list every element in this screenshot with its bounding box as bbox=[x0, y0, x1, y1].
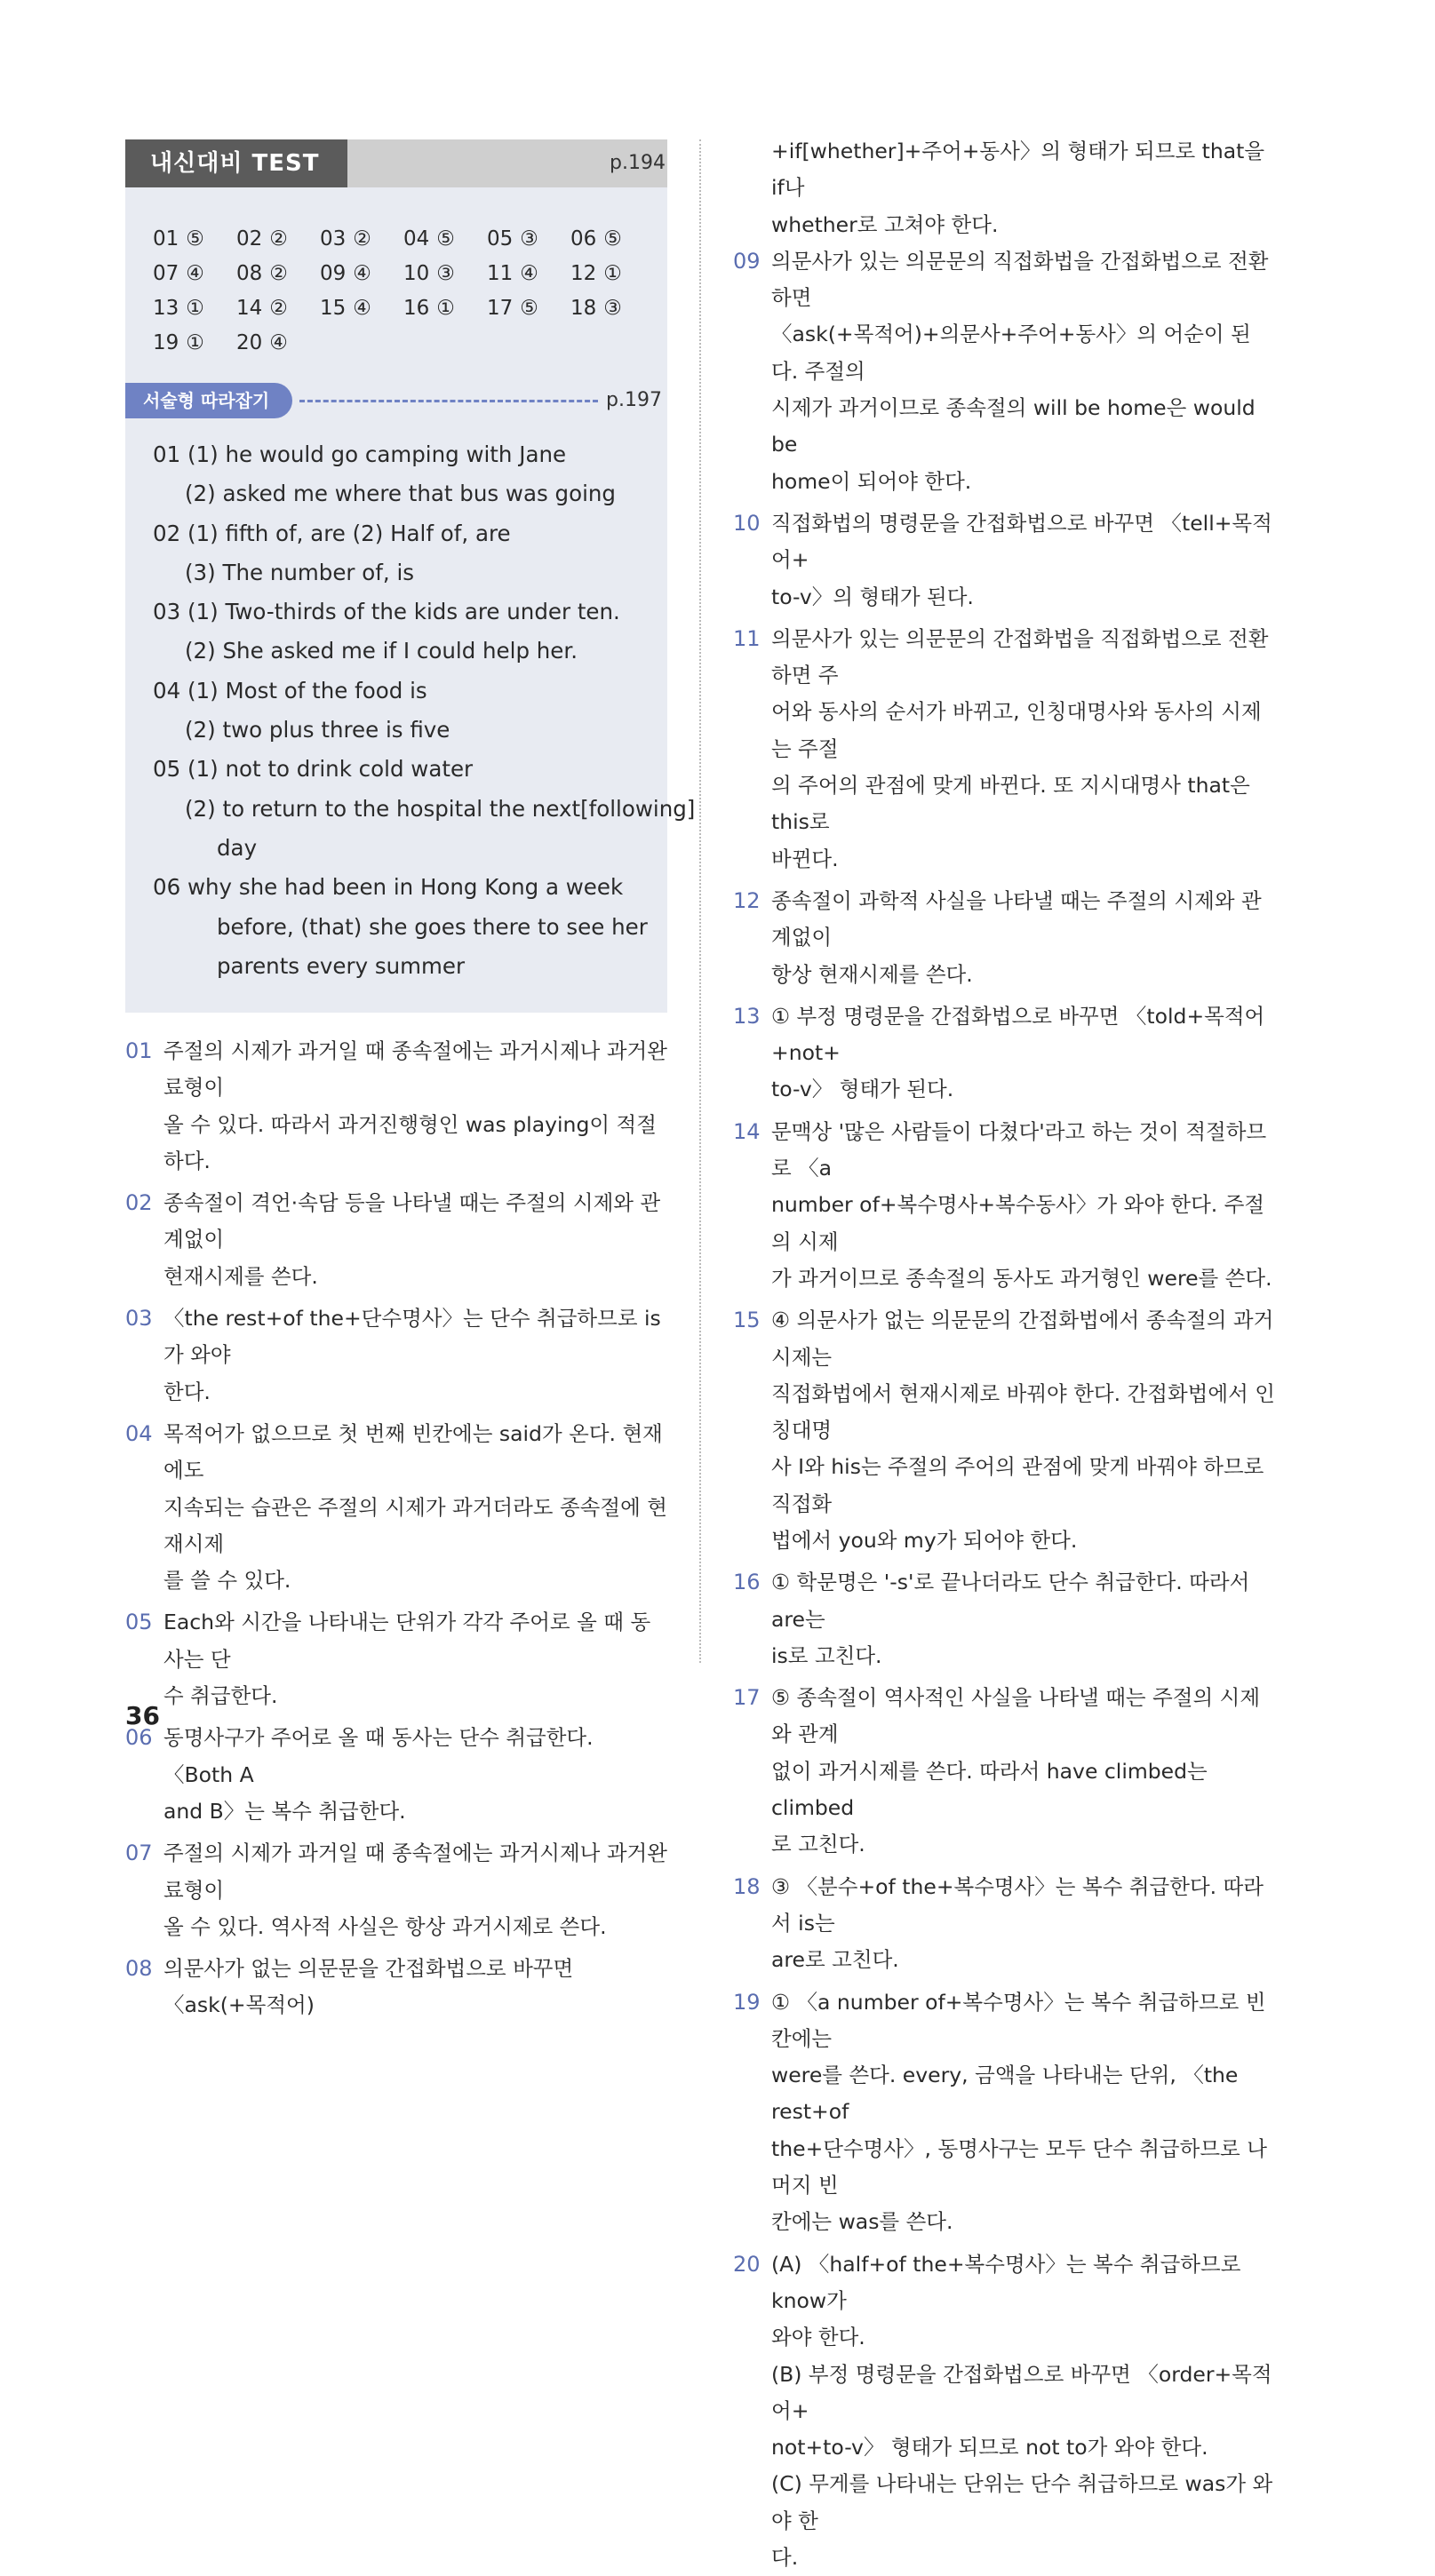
text-line: 〈the rest+of the+단수명사〉는 단수 취급하므로 is가 와야 bbox=[163, 1306, 661, 1368]
explanation-item bbox=[733, 1680, 1275, 1863]
answer-item bbox=[570, 226, 654, 253]
text-line: 주절의 시제가 과거일 때 종속절에는 과거시제나 과거완료형이 bbox=[163, 1038, 667, 1101]
answer-grid bbox=[153, 226, 650, 357]
answer-number: 05 bbox=[487, 227, 514, 250]
explanation-number: 20 bbox=[733, 2251, 761, 2277]
answer-number: 18 bbox=[570, 297, 597, 320]
explanation-item bbox=[125, 1300, 667, 1411]
text-line: ③ 〈분수+of the+복수명사〉는 복수 취급한다. 따라서 is는 bbox=[771, 1873, 1264, 1936]
text-line: 〈ask(+목적어)+의문사+주어+동사〉의 어순이 된다. 주절의 bbox=[771, 322, 1251, 384]
answer-choice: ④ bbox=[186, 262, 204, 285]
text-line: 현재시제를 쓴다. bbox=[163, 1263, 318, 1289]
explanation-number: 16 bbox=[733, 1570, 761, 1595]
answer-number: 02 bbox=[236, 227, 263, 250]
explanation-number: 15 bbox=[733, 1308, 761, 1333]
essay-text: day bbox=[217, 834, 258, 861]
panel-title: 내신대비 TEST bbox=[125, 139, 347, 187]
text-line: to-v〉의 형태가 된다. bbox=[771, 584, 974, 609]
answer-number: 04 bbox=[403, 227, 430, 250]
explanation-number: 12 bbox=[733, 887, 761, 913]
answer-choice: ③ bbox=[436, 262, 455, 285]
essay-line bbox=[153, 672, 650, 711]
answer-choice: ② bbox=[269, 262, 288, 285]
essay-line bbox=[153, 868, 650, 907]
text-line: ④ 의문사가 없는 의문문의 간접화법에서 종속절의 과거시제는 bbox=[771, 1308, 1274, 1370]
text-line: (C) 무게를 나타내는 단위는 단수 취급하므로 was가 와야 한 bbox=[771, 2471, 1273, 2533]
text-line: 동명사구가 주어로 올 때 동사는 단수 취급한다. 〈Both A bbox=[163, 1725, 594, 1787]
text-line: 문맥상 '많은 사람들이 다쳤다'라고 하는 것이 적절하므로 〈a bbox=[771, 1118, 1267, 1181]
answer-item bbox=[487, 260, 570, 288]
answer-item bbox=[403, 295, 487, 322]
text-line: (B) 부정 명령문을 간접화법으로 바꾸면 〈order+목적어+ bbox=[771, 2361, 1272, 2423]
answer-number: 14 bbox=[236, 297, 263, 320]
text-line: were를 쓴다. every, 금액을 나타내는 단위, 〈the rest+of bbox=[771, 2063, 1239, 2125]
text-line: 가 과거이므로 종속절의 동사도 과거형인 were를 쓴다. bbox=[771, 1265, 1272, 1291]
text-line: the+단수명사〉, 동명사구는 모두 단수 취급하므로 나머지 빈 bbox=[771, 2135, 1267, 2198]
essay-text: before, (that) she goes there to see her bbox=[217, 913, 648, 940]
answer-choice: ① bbox=[436, 297, 455, 320]
text-line: (A) 〈half+of the+복수명사〉는 복수 취급하므로 know가 bbox=[771, 2251, 1241, 2313]
answer-item bbox=[236, 295, 320, 322]
explanation-item bbox=[125, 1720, 667, 1830]
essay-line bbox=[153, 592, 650, 632]
explanation-continuation bbox=[733, 133, 1275, 243]
text-line: 주절의 시제가 과거일 때 종속절에는 과거시제나 과거완료형이 bbox=[163, 1841, 667, 1903]
explanation-number: 19 bbox=[733, 1989, 761, 2015]
answer-number: 17 bbox=[487, 297, 514, 320]
explanation-number: 14 bbox=[733, 1118, 761, 1144]
text-line: 칸에는 was를 쓴다. bbox=[771, 2209, 953, 2235]
explanation-number: 18 bbox=[733, 1873, 761, 1899]
explanation-number: 02 bbox=[125, 1190, 153, 1216]
text-line: 의문사가 있는 의문문의 간접화법을 직접화법으로 전환하면 주 bbox=[771, 625, 1269, 688]
panel-page-ref: p.194 bbox=[610, 152, 666, 174]
essay-line bbox=[153, 514, 650, 553]
explanations-left bbox=[125, 1033, 667, 2024]
answer-item bbox=[236, 260, 320, 288]
answer-number: 09 bbox=[320, 262, 347, 285]
answer-number: 19 bbox=[153, 331, 179, 354]
answer-choice: ④ bbox=[353, 297, 371, 320]
explanation-number: 09 bbox=[733, 248, 761, 274]
explanation-number: 11 bbox=[733, 625, 761, 651]
text-line: 없이 과거시제를 쓴다. 따라서 have climbed는 climbed bbox=[771, 1758, 1208, 1821]
explanations-right bbox=[733, 133, 1275, 2576]
text-line: 직접화법의 명령문을 간접화법으로 바꾸면 〈tell+목적어+ bbox=[771, 510, 1272, 573]
text-line: home이 되어야 한다. bbox=[771, 468, 972, 494]
text-line: 어와 동사의 순서가 바뀌고, 인칭대명사와 동사의 시제는 주절 bbox=[771, 699, 1262, 761]
text-line: ① 부정 명령문을 간접화법으로 바꾸면 〈told+목적어+not+ bbox=[771, 1003, 1265, 1066]
essay-text: 04 (1) Most of the food is bbox=[153, 677, 427, 704]
answer-number: 20 bbox=[236, 331, 263, 354]
answer-item bbox=[403, 260, 487, 288]
text-line: number of+복수명사+복수동사〉가 와야 한다. 주절의 시제 bbox=[771, 1192, 1265, 1254]
answer-choice: ④ bbox=[353, 262, 371, 285]
essay-text: (3) The number of, is bbox=[185, 559, 415, 585]
answer-choice: ② bbox=[353, 227, 371, 250]
text-line: 지속되는 습관은 주절의 시제가 과거더라도 종속절에 현재시제 bbox=[163, 1494, 667, 1556]
answer-number: 11 bbox=[487, 262, 514, 285]
answer-number: 10 bbox=[403, 262, 430, 285]
answer-number: 07 bbox=[153, 262, 179, 285]
column-divider bbox=[699, 139, 701, 1663]
answer-choice: ④ bbox=[520, 262, 538, 285]
answer-item bbox=[487, 226, 570, 253]
explanation-number: 13 bbox=[733, 1003, 761, 1029]
answer-number: 16 bbox=[403, 297, 430, 320]
answer-choice: ⑤ bbox=[603, 227, 622, 250]
text-line: 로 고친다. bbox=[771, 1832, 865, 1857]
answer-choice: ⑤ bbox=[436, 227, 455, 250]
page-number: 36 bbox=[125, 1701, 160, 1730]
essay-text: 02 (1) fifth of, are (2) Half of, are bbox=[153, 520, 511, 546]
explanation-number: 17 bbox=[733, 1685, 761, 1711]
answer-item bbox=[487, 295, 570, 322]
text-line: ⑤ 종속절이 역사적인 사실을 나타낼 때는 주절의 시제와 관계 bbox=[771, 1685, 1261, 1747]
essay-line bbox=[153, 553, 650, 592]
text-line: +if[whether]+주어+동사〉의 형태가 되므로 that을 if나 bbox=[771, 139, 1265, 201]
answer-item bbox=[320, 260, 403, 288]
explanation-item bbox=[733, 1984, 1275, 2241]
answer-number: 12 bbox=[570, 262, 597, 285]
text-line: 종속절이 과학적 사실을 나타낼 때는 주절의 시제와 관계없이 bbox=[771, 887, 1262, 950]
essay-line bbox=[153, 829, 650, 868]
text-line: is로 고친다. bbox=[771, 1642, 882, 1668]
text-line: 와야 한다. bbox=[771, 2325, 865, 2350]
essay-text: 06 why she had been in Hong Kong a week bbox=[153, 874, 624, 901]
explanation-item bbox=[733, 1869, 1275, 1979]
text-line: 다. bbox=[771, 2545, 799, 2570]
answer-choice: ② bbox=[269, 297, 288, 320]
text-line: 올 수 있다. 역사적 사실은 항상 과거시제로 쓴다. bbox=[163, 1913, 607, 1939]
answer-number: 13 bbox=[153, 297, 179, 320]
essay-section-label: 서술형 따라잡기 bbox=[125, 383, 292, 418]
answer-choice: ① bbox=[186, 331, 204, 354]
text-line: 시제가 과거이므로 종속절의 will be home은 would be bbox=[771, 395, 1256, 457]
text-line: not+to-v〉 형태가 되므로 not to가 와야 한다. bbox=[771, 2435, 1208, 2461]
text-line: whether로 고쳐야 한다. bbox=[771, 211, 999, 237]
text-line: 사 I와 his는 주절의 주어의 관점에 맞게 바꿔야 하므로 직접화 bbox=[771, 1454, 1264, 1516]
essay-text: 05 (1) not to drink cold water bbox=[153, 756, 474, 783]
answer-item bbox=[570, 295, 654, 322]
text-line: 직접화법에서 현재시제로 바꿔야 한다. 간접화법에서 인칭대명 bbox=[771, 1380, 1275, 1443]
explanation-item bbox=[733, 505, 1275, 616]
answer-item bbox=[320, 295, 403, 322]
essay-page-ref: p.197 bbox=[606, 389, 662, 411]
explanation-number: 04 bbox=[125, 1420, 153, 1446]
text-line: 법에서 you와 my가 되어야 한다. bbox=[771, 1527, 1078, 1553]
answer-item bbox=[153, 226, 236, 253]
essay-text: (2) asked me where that bus was going bbox=[185, 481, 616, 507]
essay-line bbox=[153, 474, 650, 513]
essay-text: (2) She asked me if I could help her. bbox=[185, 638, 578, 664]
essay-text: 01 (1) he would go camping with Jane bbox=[153, 441, 567, 467]
text-line: 의문사가 없는 의문문을 간접화법으로 바꾸면 〈ask(+목적어) bbox=[163, 1956, 574, 2018]
answer-choice: ① bbox=[603, 262, 622, 285]
essay-text: 03 (1) Two-thirds of the kids are under ten. bbox=[153, 599, 620, 625]
explanation-number: 06 bbox=[125, 1725, 153, 1751]
answer-item bbox=[236, 330, 320, 357]
explanation-item bbox=[733, 998, 1275, 1109]
answer-item bbox=[153, 295, 236, 322]
text-line: 한다. bbox=[163, 1379, 211, 1404]
explanation-item bbox=[733, 1564, 1275, 1674]
essay-line bbox=[153, 750, 650, 789]
explanation-item bbox=[733, 1302, 1275, 1559]
text-line: 의문사가 있는 의문문의 직접화법을 간접화법으로 전환하면 bbox=[771, 248, 1269, 311]
text-line: ① 〈a number of+복수명사〉는 복수 취급하므로 빈칸에는 bbox=[771, 1989, 1266, 2051]
text-line: are로 고친다. bbox=[771, 1947, 899, 1973]
explanation-number: 08 bbox=[125, 1956, 153, 1982]
explanation-number: 07 bbox=[125, 1841, 153, 1866]
text-line: 목적어가 없으므로 첫 번째 빈칸에는 said가 온다. 현재에도 bbox=[163, 1420, 663, 1483]
answer-choice: ③ bbox=[520, 227, 538, 250]
explanation-item bbox=[733, 883, 1275, 993]
essay-text: (2) to return to the hospital the next[following] bbox=[185, 795, 696, 822]
explanation-item bbox=[733, 621, 1275, 878]
explanation-item bbox=[733, 2246, 1275, 2576]
essay-line bbox=[153, 790, 696, 829]
text-line: 종속절이 격언·속담 등을 나타낼 때는 주절의 시제와 관계없이 bbox=[163, 1190, 661, 1252]
essay-line bbox=[153, 947, 650, 986]
text-line: ① 학문명은 '-s'로 끝나더라도 단수 취급한다. 따라서 are는 bbox=[771, 1570, 1250, 1632]
explanation-item bbox=[733, 243, 1275, 500]
explanation-item bbox=[125, 1416, 667, 1599]
answer-choice: ① bbox=[186, 297, 204, 320]
essay-line bbox=[153, 711, 650, 750]
answer-choice: ③ bbox=[603, 297, 622, 320]
answer-item bbox=[320, 226, 403, 253]
explanation-item bbox=[125, 1835, 667, 1945]
text-line: to-v〉 형태가 된다. bbox=[771, 1077, 954, 1102]
text-line: 의 주어의 관점에 맞게 바뀐다. 또 지시대명사 that은 this로 bbox=[771, 773, 1250, 835]
text-line: 올 수 있다. 따라서 과거진행형인 was playing이 적절하다. bbox=[163, 1111, 657, 1173]
text-line: 항상 현재시제를 쓴다. bbox=[771, 961, 973, 987]
explanation-number: 10 bbox=[733, 510, 761, 536]
text-line: 수 취급한다. bbox=[163, 1683, 278, 1709]
answer-item bbox=[570, 260, 654, 288]
essay-text: (2) two plus three is five bbox=[185, 717, 450, 743]
essay-line bbox=[153, 435, 650, 474]
answer-choice: ② bbox=[269, 227, 288, 250]
answer-number: 03 bbox=[320, 227, 347, 250]
explanation-number: 03 bbox=[125, 1306, 153, 1332]
explanation-item bbox=[125, 1185, 667, 1295]
answer-choice: ④ bbox=[269, 331, 288, 354]
answer-item bbox=[153, 260, 236, 288]
answer-number: 08 bbox=[236, 262, 263, 285]
answer-number: 01 bbox=[153, 227, 179, 250]
answer-item bbox=[236, 226, 320, 253]
answer-choice: ⑤ bbox=[186, 227, 204, 250]
answer-item bbox=[403, 226, 487, 253]
text-line: and B〉는 복수 취급한다. bbox=[163, 1798, 406, 1824]
explanation-item bbox=[125, 1951, 667, 2024]
text-line: 바뀐다. bbox=[771, 846, 839, 871]
explanation-item bbox=[733, 1114, 1275, 1297]
explanation-item bbox=[125, 1033, 667, 1180]
answer-number: 15 bbox=[320, 297, 347, 320]
answer-number: 06 bbox=[570, 227, 597, 250]
essay-line bbox=[153, 632, 650, 671]
answer-choice: ⑤ bbox=[520, 297, 538, 320]
dashed-divider bbox=[299, 400, 598, 402]
essay-answers bbox=[153, 435, 696, 986]
answer-item bbox=[153, 330, 236, 357]
explanation-number: 05 bbox=[125, 1610, 153, 1635]
explanation-number: 01 bbox=[125, 1038, 153, 1063]
text-line: 를 쓸 수 있다. bbox=[163, 1568, 291, 1594]
explanation-item bbox=[125, 1604, 667, 1714]
essay-text: parents every summer bbox=[217, 952, 466, 979]
text-line: Each와 시간을 나타내는 단위가 각각 주어로 올 때 동사는 단 bbox=[163, 1610, 651, 1672]
essay-line bbox=[153, 908, 650, 947]
